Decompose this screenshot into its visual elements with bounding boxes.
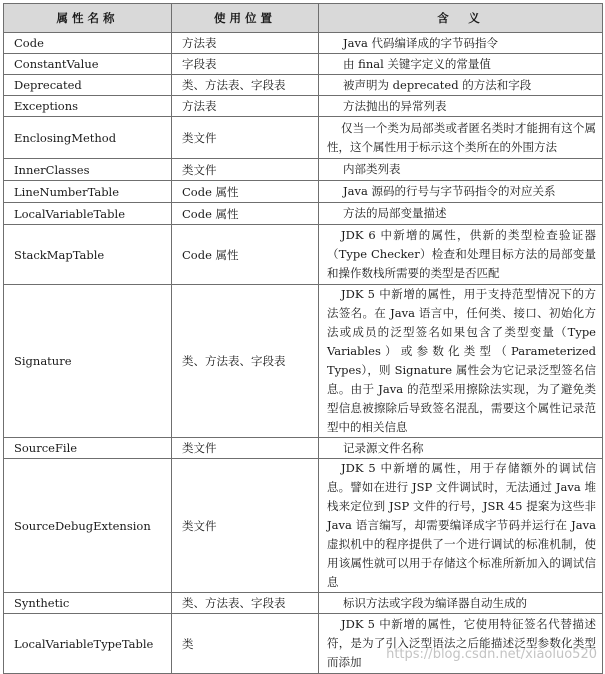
attribute-name: InnerClasses [4, 159, 172, 181]
attribute-name: LocalVariableTypeTable [4, 614, 172, 674]
attribute-meaning: JDK 6 中新增的属性，供新的类型检查验证器（Type Checker）检查和处理目标方法的局部变量和操作数栈所需要的类型是否匹配 [319, 225, 603, 285]
table-row [4, 117, 603, 159]
attribute-name: ConstantValue [4, 54, 172, 75]
attribute-name: Signature [4, 285, 172, 438]
attribute-meaning: 记录源文件名称 [319, 438, 603, 459]
attribute-meaning: 被声明为 deprecated 的方法和字段 [319, 75, 603, 96]
attribute-meaning: 由 final 关键字定义的常量值 [319, 54, 603, 75]
table-row [4, 285, 603, 438]
usage-location: 类文件 [172, 159, 319, 181]
attribute-meaning: Java 源码的行号与字节码指令的对应关系 [319, 181, 603, 203]
usage-location: Code 属性 [172, 203, 319, 225]
usage-location: 类、方法表、字段表 [172, 285, 319, 438]
table-row [4, 33, 603, 54]
watermark: https://blog.csdn.net/xiaoluo520 [386, 647, 597, 662]
usage-location: Code 属性 [172, 181, 319, 203]
table-row [4, 159, 603, 181]
attribute-meaning: 方法抛出的异常列表 [319, 96, 603, 117]
attribute-meaning: JDK 5 中新增的属性，用于存储额外的调试信息。譬如在进行 JSP 文件调试时，无法通过 Java 堆栈来定位到 JSP 文件的行号，JSR 45 提案为这些非 Java 语言编写，却需要编译成字节码并运行在 Java 虚拟机中的程序提供了一个进行调试的标准机制，使用该属性就可以用于存储这个标准所新加入的调试信息 [319, 459, 603, 593]
attribute-meaning: JDK 5 中新增的属性，用于支持范型情况下的方法签名。在 Java 语言中，任何类、接口、初始化方法或成员的泛型签名如果包含了类型变量（Type Variables）或参数化类型（Parameterized Types），则 Signature 属性会为它记录泛型签名信息。由于 Java 的范型采用擦除法实现，为了避免类型信息被擦除后导致签名混乱，需要这个属性记录范型中的相关信息 [319, 285, 603, 438]
attribute-name: SourceDebugExtension [4, 459, 172, 593]
attribute-meaning: Java 代码编译成的字节码指令 [319, 33, 603, 54]
attribute-name: LocalVariableTable [4, 203, 172, 225]
attribute-name: SourceFile [4, 438, 172, 459]
table-row [4, 181, 603, 203]
usage-location: 类文件 [172, 438, 319, 459]
table-header-row [4, 4, 603, 33]
table-row [4, 75, 603, 96]
table-row [4, 459, 603, 593]
attribute-name: Deprecated [4, 75, 172, 96]
attribute-name: StackMapTable [4, 225, 172, 285]
attribute-name: Exceptions [4, 96, 172, 117]
table-row [4, 96, 603, 117]
attribute-name: Code [4, 33, 172, 54]
attribute-table [3, 3, 603, 674]
table-row [4, 593, 603, 614]
usage-location: 类、方法表、字段表 [172, 75, 319, 96]
attribute-meaning: JDK 5 中新增的属性，它使用特征签名代替描述符，是为了引入泛型语法之后能描述泛型参数化类型而添加 [319, 614, 603, 674]
usage-location: 类文件 [172, 459, 319, 593]
table-row [4, 225, 603, 285]
usage-location: 方法表 [172, 33, 319, 54]
attribute-name: EnclosingMethod [4, 117, 172, 159]
usage-location: Code 属性 [172, 225, 319, 285]
column-header-name: 属性名称 [4, 4, 172, 33]
attribute-meaning: 标识方法或字段为编译器自动生成的 [319, 593, 603, 614]
column-header-location: 使用位置 [172, 4, 319, 33]
table-row [4, 203, 603, 225]
attribute-meaning: 仅当一个类为局部类或者匿名类时才能拥有这个属性，这个属性用于标示这个类所在的外围方法 [319, 117, 603, 159]
usage-location: 方法表 [172, 96, 319, 117]
usage-location: 类文件 [172, 117, 319, 159]
usage-location: 类、方法表、字段表 [172, 593, 319, 614]
table-row [4, 54, 603, 75]
attribute-name: LineNumberTable [4, 181, 172, 203]
attribute-name: Synthetic [4, 593, 172, 614]
attribute-meaning: 方法的局部变量描述 [319, 203, 603, 225]
table-row [4, 438, 603, 459]
usage-location: 字段表 [172, 54, 319, 75]
usage-location: 类 [172, 614, 319, 674]
attribute-meaning: 内部类列表 [319, 159, 603, 181]
column-header-meaning: 含 义 [319, 4, 603, 33]
